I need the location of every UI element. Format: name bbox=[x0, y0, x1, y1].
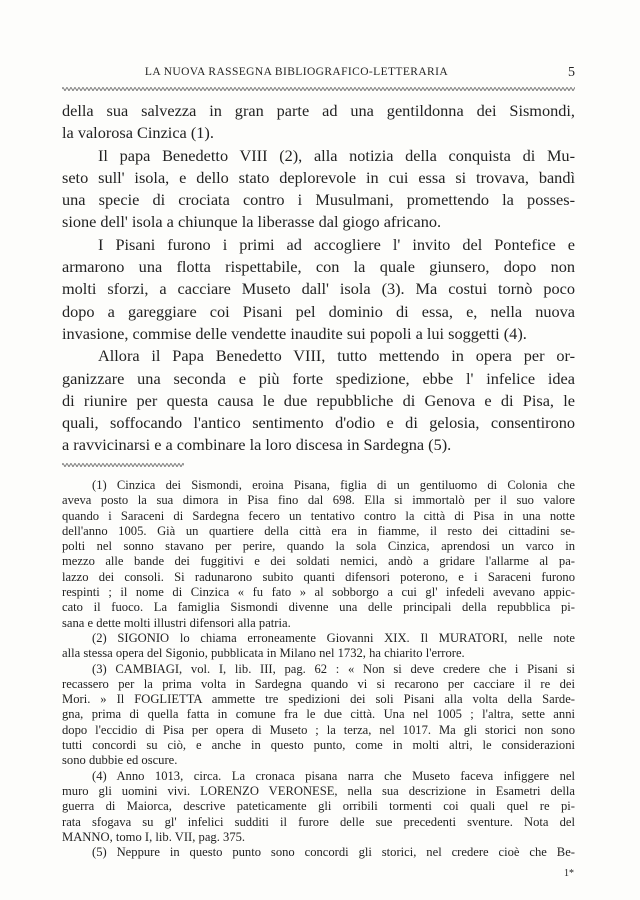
footnote-line: (2) SIGONIO lo chiama erroneamente Giovanni XIX. Il MURATORI, nelle note bbox=[92, 630, 575, 645]
footnote-separator bbox=[62, 462, 184, 468]
text-line: armarono una flotta rispettabile, con la quale giunsero, dopo non bbox=[62, 257, 575, 277]
text-line: a ravvicinarsi e a combinare la loro discesa in Sardegna (5). bbox=[62, 435, 452, 455]
footnote-line: polti nel sonno stavano per perire, quando la sola Cinzica, aprendosi un varco in bbox=[62, 539, 575, 554]
footnote-line: (3) CAMBIAGI, vol. I, lib. III, pag. 62 : « Non si deve credere che i Pisani si bbox=[92, 661, 575, 676]
footnotes bbox=[62, 478, 575, 860]
footnote-line: (5) Neppure in questo punto sono concordi gli storici, nel credere cioè che Be- bbox=[92, 845, 575, 860]
text-line: una specie di crociata contro i Musulmani, promettendo la posses- bbox=[62, 190, 575, 210]
footnote-line: dell'anno 1005. Già un quartiere della città era in fiamme, il resto dei cittadini se- bbox=[62, 523, 575, 538]
text-line: Allora il Papa Benedetto VIII, tutto mettendo in opera per or- bbox=[98, 346, 575, 366]
text-line: I Pisani furono i primi ad accogliere l' invito del Pontefice e bbox=[98, 234, 575, 254]
footnote-line: alla stessa opera del Sigonio, pubblicata in Milano nel 1732, ha chiarito l'errore. bbox=[62, 646, 465, 661]
footnote-line: quando i Saraceni di Sardegna fecero un tentativo contro la città di Pisa in una notte bbox=[62, 508, 575, 523]
running-header bbox=[62, 66, 575, 84]
header-rule bbox=[62, 86, 575, 92]
footnote-line: Mori. » Il FOGLIETTA ammette tre spedizioni dei soli Pisani alla volta della Sarde- bbox=[62, 692, 575, 707]
text-line: Il papa Benedetto VIII (2), alla notizia della conquista di Mu- bbox=[98, 145, 575, 165]
text-line: seto sull' isola, e dello stato deplorevole in cui essa si trovava, bandì bbox=[62, 167, 575, 187]
wavy-rule-line bbox=[62, 88, 575, 91]
text-line: invasione, commise delle vendette inaudite sui popoli a lui soggetti (4). bbox=[62, 323, 527, 343]
footnote-line: gna, prima di quella fatta in comune fra le due città. Una nel 1005 ; l'altra, sette anni bbox=[62, 707, 575, 722]
text-line: la valorosa Cinzica (1). bbox=[62, 123, 214, 143]
footnote-line: dopo l'eccidio di Pisa per opera di Museto ; la terza, nel 1017. Ma gli storici non sono bbox=[62, 722, 575, 737]
footnote-line: tutti concordi su ciò, e anche in questo punto, come in molti altri, le considerazioni bbox=[62, 738, 575, 753]
footnote-line: (1) Cinzica dei Sismondi, eroina Pisana, figlia di un gentiluomo di Colonia che bbox=[92, 478, 575, 492]
footnote-line: recassero per la prima volta in Sardegna quando vi si recarono per cacciare il re dei bbox=[62, 676, 575, 691]
signature-mark: 1* bbox=[564, 868, 574, 879]
page-number: 5 bbox=[568, 65, 575, 80]
wavy-rule-line bbox=[62, 464, 184, 467]
footnote-line: MANNO, tomo I, lib. VII, pag. 375. bbox=[62, 829, 246, 844]
text-line: dopo a gareggiare coi Pisani pel dominio di essa, e, nella nuova bbox=[62, 301, 575, 321]
text-line: della sua salvezza in gran parte ad una gentildonna dei Sismondi, bbox=[62, 101, 575, 120]
running-title: LA NUOVA RASSEGNA BIBLIOGRAFICO-LETTERARIA bbox=[144, 66, 449, 78]
text-line: di riunire per questa causa le due repubbliche di Genova e di Pisa, le bbox=[62, 390, 575, 410]
footnote-line: guerra di Maiorca, descrive pateticamente gli orribili tormenti coi quali quel re pi- bbox=[62, 799, 575, 814]
footnote-line: aveva posto la sua dimora in Pisa fino dal 698. Ella si immortalò per il suo valore bbox=[62, 493, 575, 508]
footnote-line: cato il fuoco. La famiglia Sismondi divenne una delle principali della repubblica pi- bbox=[62, 600, 575, 615]
footnote-line: muro gli uomini vivi. LORENZO VERONESE, nella sua descrizione in Esametri della bbox=[62, 783, 575, 798]
footnote-line: sana e dette molti illustri difensori alla patria. bbox=[62, 615, 291, 630]
text-line: ganizzare una seconda e più forte spedizione, ebbe l' infelice idea bbox=[62, 368, 575, 388]
text-line: quali, soffocando l'antico sentimento d'odio e di gelosia, consentirono bbox=[62, 413, 575, 433]
footnote-line: mezzo alle bande dei fuggitivi e dei soldati nemici, andò a gridare l'allarme al pa- bbox=[62, 554, 575, 569]
footnote-line: (4) Anno 1013, circa. La cronaca pisana narra che Museto faceva infiggere nel bbox=[92, 768, 575, 783]
footnote-line: sono dubbie ed oscure. bbox=[62, 753, 178, 768]
footnote-line: rata sfogava su gl' infelici sudditi il furore delle sue precedenti sventure. Nota del bbox=[62, 814, 575, 829]
footnote-line: lazzo dei consoli. Si radunarono subito quanti difensori poterono, e i Saraceni furono bbox=[62, 569, 575, 584]
main-text bbox=[62, 100, 575, 457]
footnote-line: respinti ; il nome di Cinzica « fu fato » al sobborgo a cui gl' infedeli avevano appic- bbox=[62, 585, 575, 600]
text-line: sione dell' isola a chiunque la liberasse dal giogo africano. bbox=[62, 212, 442, 232]
text-line: molti sforzi, a cacciare Museto dall' isola (3). Ma costui tornò poco bbox=[62, 279, 575, 299]
